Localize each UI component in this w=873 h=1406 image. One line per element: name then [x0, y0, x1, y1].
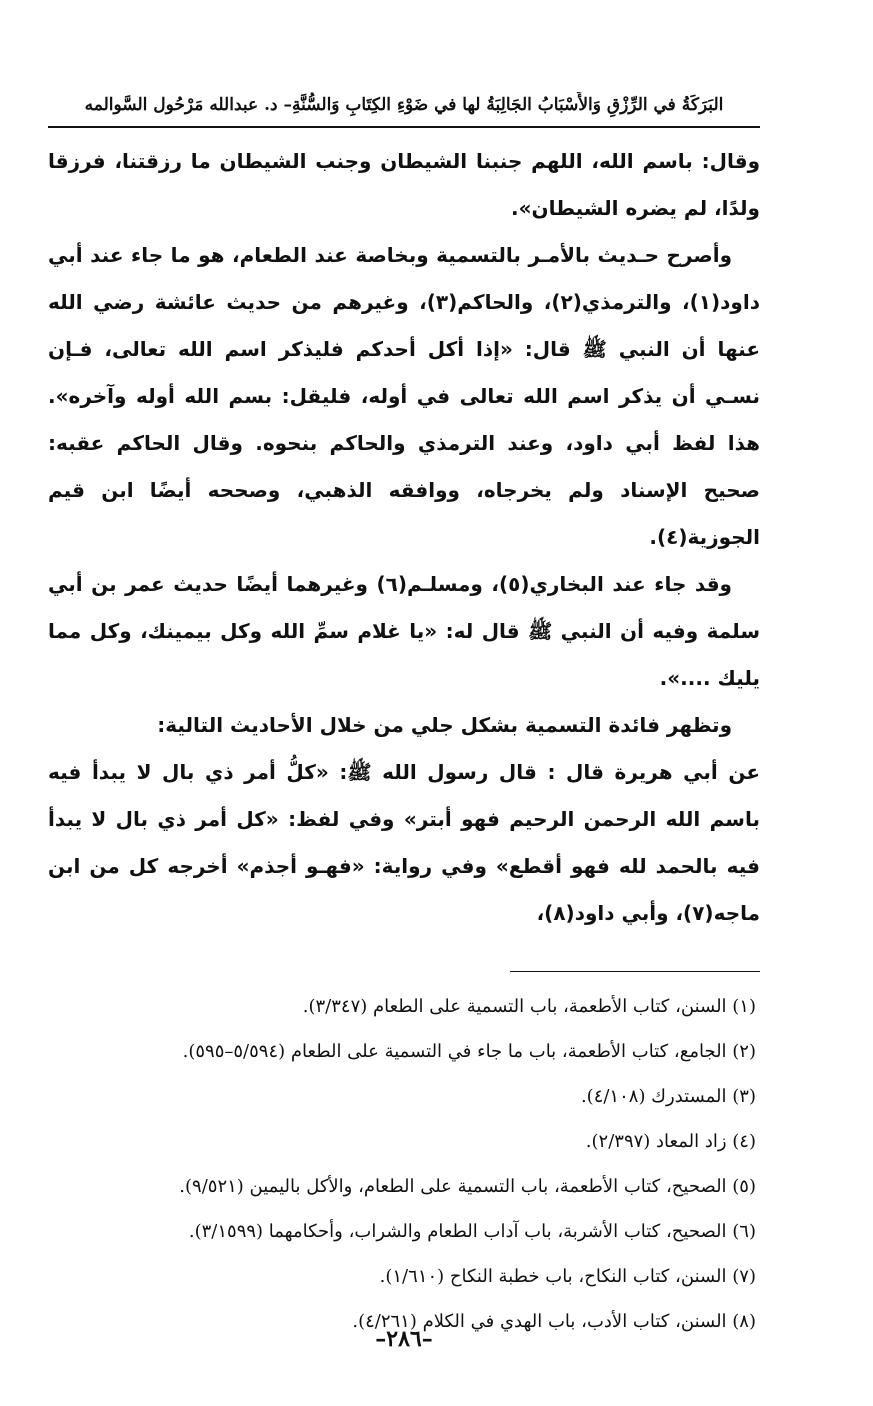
page-number: –٢٨٦–	[375, 1326, 433, 1352]
footnote-5: (٥) الصحيح، كتاب الأطعمة، باب التسمية على الطعام، والأكل باليمين (٩/٥٢١).	[179, 1176, 756, 1197]
main-text	[48, 138, 760, 937]
book-page	[48, 92, 760, 1352]
footnote-separator	[510, 971, 760, 972]
paragraph-4: وتظهر فائدة التسمية بشكل جلي من خلال الأحاديث التالية:	[157, 713, 732, 737]
paragraph-2: وأصرح حـديث بالأمـر بالتسمية وبخاصة عند الطعام، هو ما جاء عند أبي داود(١)، والترمذي(٢)، والحاكم(٣)، وغيرهم من حديث عائشة رضي الله عنها أن النبي ﷺ قال: «إذا أكل أحدكم فليذكر اسم الله تعالى، فـإن نسـي أن يذكر اسم الله تعالى في أوله، فليقل: بسم الله أوله وآخره». هذا لفظ أبي داود، وعند الترمذي والحاكم بنحوه. وقال الحاكم عقبه: صحيح الإسناد ولم يخرجاه، ووافقه الذهبي، وصححه أيضًا ابن قيم الجوزية(٤).	[48, 243, 760, 549]
footnote-6: (٦) الصحيح، كتاب الأشربة، باب آداب الطعام والشراب، وأحكامهما (٣/١٥٩٩).	[188, 1221, 756, 1242]
paragraph-5: عن أبي هريرة قال : قال رسول الله ﷺ: «كلُّ أمر ذي بال لا يبدأ فيه باسم الله الرحمن الرحيم فهو أبتر» وفي لفظ: «كل أمر ذي بال لا يبدأ فيه بالحمد لله فهو أقطع» وفي رواية: «فهـو أجذم» أخرجه كل من ابن ماجه(٧)، وأبي داود(٨)،	[48, 760, 760, 925]
footnote-7: (٧) السنن، كتاب النكاح، باب خطبة النكاح (١/٦١٠).	[379, 1266, 756, 1287]
footnote-3: (٣) المستدرك (٤/١٠٨).	[580, 1086, 756, 1107]
paragraph-1: وقال: باسم الله، اللهم جنبنا الشيطان وجنب الشيطان ما رزقتنا، فرزقا ولدًا، لم يضره الشيطان».	[48, 149, 760, 220]
running-header: البَرَكَةُ في الرِّزْقِ وَالأَسْبَابُ الجَالِبَةُ لها في ضَوْءِ الكِتَابِ وَالسُّنَّةِ– د. عبدالله مَرْحُول السَّوالمه	[84, 95, 724, 115]
footnotes	[48, 984, 760, 1344]
header-rule	[48, 126, 760, 128]
footnote-1: (١) السنن، كتاب الأطعمة، باب التسمية على الطعام (٣/٣٤٧).	[302, 996, 756, 1017]
footnote-2: (٢) الجامع، كتاب الأطعمة، باب ما جاء في التسمية على الطعام (٥/٥٩٤–٥٩٥).	[182, 1041, 756, 1062]
paragraph-3: وقد جاء عند البخاري(٥)، ومسلـم(٦) وغيرهما أيضًا حديث عمر بن أبي سلمة وفيه أن النبي ﷺ قال له: «يا غلام سمِّ الله وكل بيمينك، وكل مما يليك ....».	[48, 572, 760, 690]
footnote-4: (٤) زاد المعاد (٢/٣٩٧).	[585, 1131, 756, 1152]
footnote-8: (٨) السنن، كتاب الأدب، باب الهدي في الكلام (٤/٢٦١).	[352, 1311, 756, 1332]
